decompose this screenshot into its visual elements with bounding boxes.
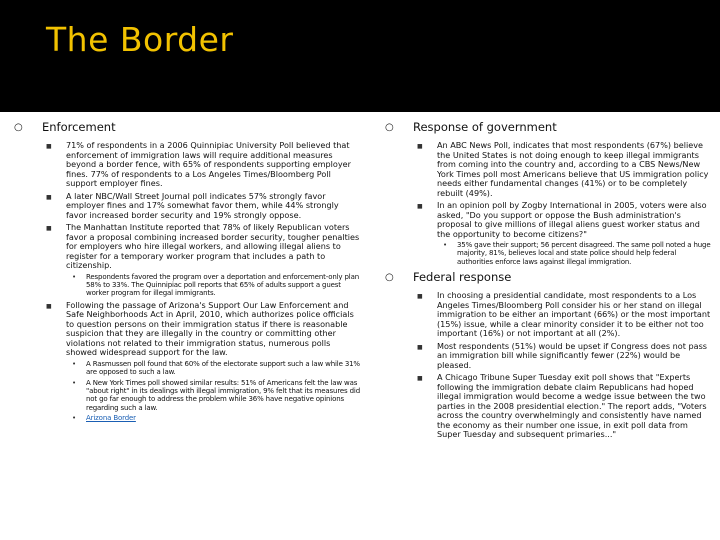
square-bullet-icon: ■ [46,225,52,232]
list-item-text: 71% of respondents in a 2006 Quinnipiac University Poll believed that enforcement of immigration laws will require additional measures beyond a border fence, with 65% of respondents supporting employer fines. 77% of respondents to a Los Angeles Times/Bloomberg Poll support employer fines. [66,140,351,188]
sub-list-item-text: A Rasmussen poll found that 60% of the electorate support such a law while 31% are opposed to such a law. [86,359,360,377]
arizona-border-link[interactable]: Arizona Border [86,414,136,423]
list-item [413,291,712,339]
list-item [42,223,362,298]
list-item [42,301,362,423]
section-enforcement [14,120,362,423]
list-item-text: Most respondents (51%) would be upset if Congress does not pass an immigration bill while significantly fewer (22%) would be pleased. [437,340,708,370]
list-item-text: Following the passage of Arizona's Support Our Law Enforcement and Safe Neighborhoods Act in April, 2010, which authorizes police officials to question persons on their immigration status if there is reasonable suspicion that they are illegally in the country or committing other violations not related to their immigration status, numerous polls showed widespread support for the law. [66,299,354,358]
hollow-circle-bullet-icon: ○ [385,122,394,133]
list-item [42,141,362,189]
square-bullet-icon: ■ [46,302,52,310]
hollow-circle-bullet-icon: ○ [14,122,23,133]
list-item-text: A later NBC/Wall Street Journal poll indicates 57% strongly favor employer fines and 17% somewhat favor them, while 44% strongly favor increased border security and 19% strongly oppose. [66,190,339,220]
square-bullet-icon: ■ [417,293,423,301]
section-heading: Federal response [413,270,512,285]
list-item [413,373,712,440]
square-bullet-icon: ■ [417,343,423,351]
list-item [42,192,362,221]
hollow-circle-bullet-icon: ○ [385,272,394,284]
sub-list-item [66,360,362,377]
right-column [385,120,712,444]
square-bullet-icon: ■ [46,193,52,201]
sub-list-item [66,273,362,298]
sub-list-item-text: Respondents favored the program over a deportation and enforcement-only plan 58% to 33%. The Quinnipiac poll reports that 65% of adults support a guest worker program for illegal immigrants. [86,272,360,298]
square-bullet-icon: ■ [417,203,423,210]
list-item-text: The Manhattan Institute reported that 78% of likely Republican voters favor a proposal combining increased border security, tougher penalties for employers who hire illegal workers, and allowing illegal aliens to register for a temporary worker program that includes a path to citizenship. [66,222,360,270]
list-item-text: In choosing a presidential candidate, most respondents to a Los Angeles Times/Bloomberg Poll consider his or her stand on illegal immigration to be either an important (66%) or the most important (15%) issue, while a clear minority consider it to be either not too important (16%) or not important at all (2%). [437,290,711,339]
dot-bullet-icon: • [443,241,447,249]
dot-bullet-icon: • [72,378,76,387]
sub-list-item [66,379,362,413]
section-federal-response [385,270,712,440]
dot-bullet-icon: • [72,414,76,423]
list-item [413,342,712,371]
list-item-text: A Chicago Tribune Super Tuesday exit poll shows that "Experts following the immigration debate claim Republicans had hoped illegal immigration would become a wedge issue between the two parties in the 2008 presidential election." The report adds, "Voters across the country overwhelmingly and consistently have named the economy as their number one issue, in exit poll data from Super Tuesday and subsequent primaries..." [437,372,707,440]
sub-list-item-text: 35% gave their support; 56 percent disagreed. The same poll noted a huge majority, 81%, believes local and state police should help federal authorities enforce laws against illegal immigration. [457,241,711,266]
dot-bullet-icon: • [72,359,76,368]
section-heading: Enforcement [42,120,116,134]
section-response-of-government [385,120,712,266]
title-bar [0,0,720,112]
list-item-text: In an opinion poll by Zogby International in 2005, voters were also asked, "Do you support or oppose the Bush administration's proposal to give millions of illegal aliens guest worker status and the opportunity to become citizens?" [437,200,707,239]
sub-list-item [437,241,712,266]
slide-title: The Border [46,20,234,59]
sub-list-item-text: A New York Times poll showed similar results: 51% of Americans felt the law was "about right" in its dealings with illegal immigration, 9% felt that its measures did not go far enough to address the problem while 36% have negative opinions regarding such a law. [86,378,361,412]
dot-bullet-icon: • [72,272,76,281]
square-bullet-icon: ■ [46,143,52,150]
list-item [413,141,712,198]
section-heading: Response of government [413,120,557,134]
list-item [413,201,712,266]
list-item-text: An ABC News Poll, indicates that most respondents (67%) believe the United States is not doing enough to keep illegal immigrants from coming into the country and, according to a CBS News/New York Times poll most Americans believe that US immigration policy needs either fundamental changes (41%) or to be completely rebuilt (49%). [437,140,709,198]
left-column [14,120,362,427]
square-bullet-icon: ■ [417,143,423,150]
square-bullet-icon: ■ [417,375,423,383]
sub-list-item [66,414,362,422]
